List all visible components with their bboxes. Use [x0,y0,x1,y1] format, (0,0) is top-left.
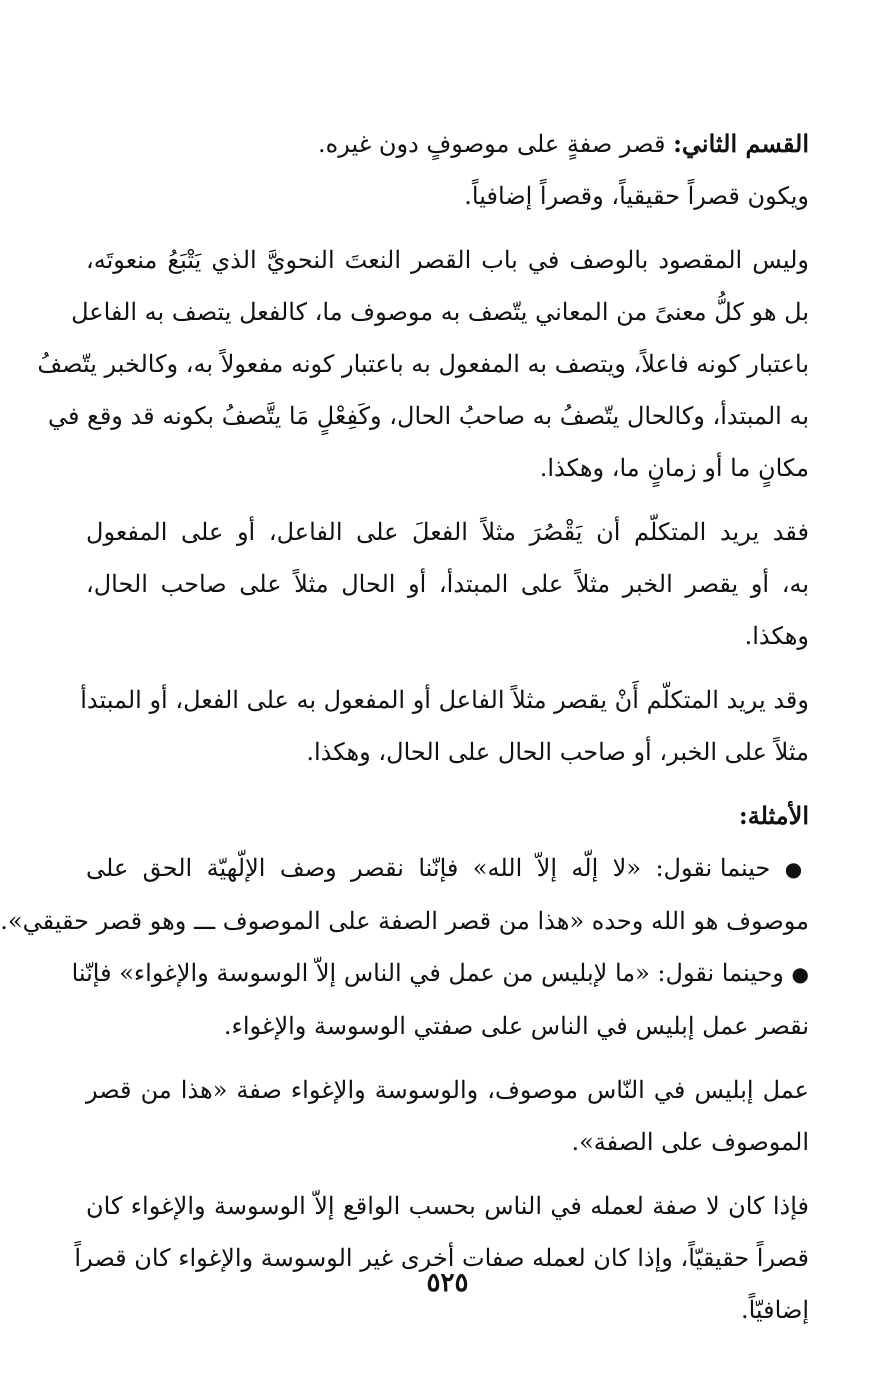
text-line: بل هو كلُّ معنىً من المعاني يتّصف به موصوف ما، كالفعل يتصف به الفاعل [71,298,809,326]
text-line: نقصر عمل إبليس في الناس على صفتي الوسوسة والإغواء. [223,1012,809,1040]
text-line: فإذا كان لا صفة لعمله في الناس بحسب الواقع إلاّ الوسوسة والإغواء كان [86,1192,809,1220]
paragraph-description-meaning [37,234,809,494]
examples-section [0,790,809,1052]
section-two [86,118,809,222]
text-line: مكانٍ ما أو زمانٍ ما، وهكذا. [539,454,809,482]
examples-heading: الأمثلة: [738,801,809,830]
page-number: ٥٢٥ [426,1268,469,1298]
bullet-icon: ● [784,857,809,881]
paragraph-speaker-intent [86,506,809,662]
bullet-icon: ● [791,962,809,986]
section-two-label: القسم الثاني: [673,129,809,158]
example-2-line [71,947,809,1000]
text-line: عمل إبليس في النّاس موصوف، والوسوسة والإغواء صفة «هذا من قصر [86,1076,809,1104]
text-line: وقد يريد المتكلّم أَنْ يقصر مثلاً الفاعل أو المفعول به على الفعل، أو المبتدأ [80,686,809,714]
text-line: فقد يريد المتكلّم أن يَقْصُرَ مثلاً الفعلَ على الفاعل، أو على المفعول [86,518,809,546]
paragraph-conclusion [74,1180,809,1336]
text-line: موصوف هو الله وحده «هذا من قصر الصفة على الموصوف ـــ وهو قصر حقيقي». [0,907,809,935]
text-line: إضافيّاً. [740,1296,809,1324]
paragraph-iblis-explanation [86,1064,809,1168]
section-two-definition-line [86,118,809,170]
text-line: به، أو يقصر الخبر مثلاً على المبتدأ، أو الحال مثلاً على صاحب الحال، [86,570,809,598]
text-line: الموصوف على الصفة». [571,1128,809,1156]
section-two-definition: قصر صفةٍ على موصوفٍ دون غيره. [318,130,666,158]
text-line: باعتبار كونه فاعلاً، ويتصف به المفعول به باعتبار كونه مفعولاً به، وكالخبر يتّصفُ [37,350,809,378]
text-line: قصراً حقيقيّاً، وإذا كان لعمله صفات أخرى غير الوسوسة والإغواء كان قصراً [74,1244,809,1272]
example-2-text: وحينما نقول: «ما لإبليس من عمل في الناس إلاّ الوسوسة والإغواء» فإنّنا [71,959,784,987]
text-line: وهكذا. [744,622,809,650]
example-1-line [86,842,809,895]
section-two-kinds: ويكون قصراً حقيقياً، وقصراً إضافياً. [464,182,809,210]
text-line: مثلاً على الخبر، أو صاحب الحال على الحال، وهكذا. [306,738,809,766]
paragraph-speaker-intent-reverse [80,674,809,778]
text-line: وليس المقصود بالوصف في باب القصر النعتَ النحويَّ الذي يَتْبَعُ منعوتَه، [86,246,809,274]
text-line: به المبتدأ، وكالحال يتّصفُ به صاحبُ الحال، وكَفِعْلٍ مَا يتَّصفُ بكونه قد وقع في [47,402,809,430]
example-1-text: حينما نقول: «لا إلّه إلاّ الله» فإنّنا نقصر وصف الإلّهيّة الحق على [86,854,771,882]
